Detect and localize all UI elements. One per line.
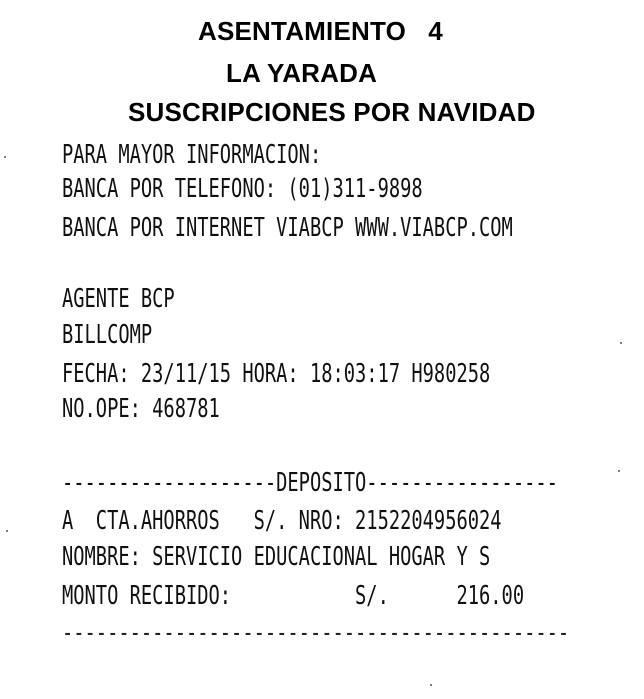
agent-name: BILLCOMP bbox=[62, 320, 153, 350]
top-edge-fragment bbox=[0, 0, 110, 4]
operation-number: NO.OPE: 468781 bbox=[62, 394, 220, 424]
scan-speck bbox=[618, 470, 620, 472]
account-line: A CTA.AHORROS S/. NRO: 2152204956024 bbox=[62, 506, 502, 536]
info-heading: PARA MAYOR INFORMACION: bbox=[62, 140, 322, 170]
scan-speck bbox=[6, 530, 8, 532]
name-line: NOMBRE: SERVICIO EDUCACIONAL HOGAR Y S bbox=[62, 542, 491, 572]
bottom-separator: --------------------------------------------- bbox=[62, 618, 570, 648]
date-time-line: FECHA: 23/11/15 HORA: 18:03:17 H980258 bbox=[62, 359, 491, 389]
phone-banking-line: BANCA POR TELEFONO: (01)311-9898 bbox=[62, 174, 423, 204]
header-location: LA YARADA bbox=[226, 58, 378, 88]
amount-line: MONTO RECIBIDO: S/. 216.00 bbox=[62, 581, 525, 611]
header-subtitle: SUSCRIPCIONES POR NAVIDAD bbox=[128, 97, 536, 127]
header-title: ASENTAMIENTO 4 bbox=[198, 16, 443, 46]
deposit-separator: -------------------DEPOSITO----------------- bbox=[62, 468, 558, 498]
agent-label: AGENTE BCP bbox=[62, 284, 175, 314]
scan-speck bbox=[4, 156, 6, 158]
internet-banking-line: BANCA POR INTERNET VIABCP WWW.VIABCP.COM bbox=[62, 213, 513, 243]
scan-speck bbox=[430, 684, 432, 686]
scan-speck bbox=[620, 342, 622, 344]
